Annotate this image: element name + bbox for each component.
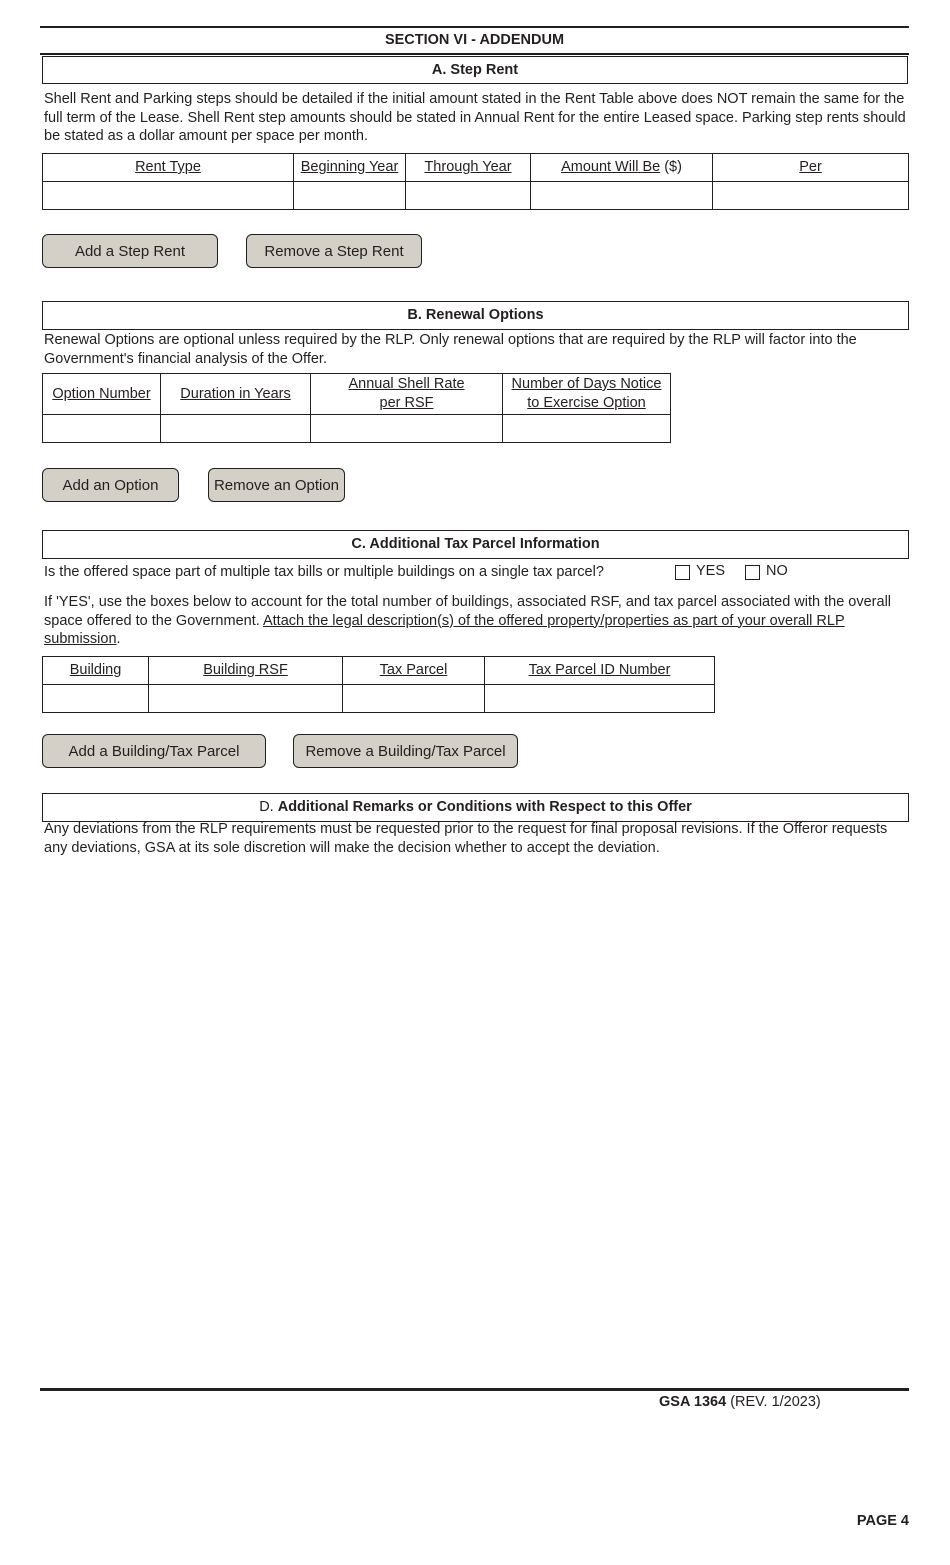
top-rule <box>40 26 909 28</box>
beginning-year-field[interactable] <box>294 182 406 210</box>
shell-rate-field[interactable] <box>311 415 503 443</box>
renewal-options-description: Renewal Options are optional unless required by the RLP. Only renewal options that are required by the RLP will factor into the Government's financial analysis of the Offer. <box>44 332 857 367</box>
tax-parcel-question: Is the offered space part of multiple tax bills or multiple buildings on a single tax parcel? <box>44 564 604 580</box>
add-building-tax-parcel-button[interactable]: Add a Building/Tax Parcel <box>42 734 266 768</box>
remove-building-tax-parcel-button[interactable]: Remove a Building/Tax Parcel <box>293 734 518 768</box>
footer-rule <box>40 1388 909 1391</box>
section-rule <box>40 53 909 55</box>
days-notice-field[interactable] <box>503 415 671 443</box>
form-number: GSA 1364 (REV. 1/2023) <box>659 1394 821 1410</box>
add-option-button[interactable]: Add an Option <box>42 468 179 502</box>
section-title: SECTION VI - ADDENDUM <box>384 32 565 48</box>
through-year-field[interactable] <box>406 182 531 210</box>
no-checkbox[interactable] <box>745 565 760 580</box>
building-field[interactable] <box>43 685 149 713</box>
option-number-header: Option Number <box>43 374 161 415</box>
page-number: PAGE 4 <box>856 1513 909 1529</box>
per-header: Per <box>713 154 909 182</box>
no-label: NO <box>766 563 788 579</box>
rent-type-header: Rent Type <box>43 154 294 182</box>
tax-parcel-title: C. Additional Tax Parcel Information <box>42 530 909 559</box>
remove-option-button[interactable]: Remove an Option <box>208 468 345 502</box>
amount-header: Amount Will Be ($) <box>531 154 713 182</box>
rent-type-field[interactable] <box>43 182 294 210</box>
tax-parcel-id-header: Tax Parcel ID Number <box>485 657 715 685</box>
tax-parcel-field[interactable] <box>343 685 485 713</box>
yes-checkbox[interactable] <box>675 565 690 580</box>
building-rsf-field[interactable] <box>149 685 343 713</box>
step-rent-description: Shell Rent and Parking steps should be detailed if the initial amount stated in the Rent Table above does NOT remain the same for the full term of the Lease. Shell Rent step amounts should be stated in Annual Rent for the entire Leased space. Parking step rents should be stated as a dollar amount per space per month. <box>44 91 906 144</box>
remove-step-rent-button[interactable]: Remove a Step Rent <box>246 234 422 268</box>
remarks-description: Any deviations from the RLP requirements must be requested prior to the request for final proposal revisions. If the Offeror requests any deviations, GSA at its sole discretion will make the decision whether to accept the deviation. <box>44 821 888 856</box>
tax-parcel-id-field[interactable] <box>485 685 715 713</box>
per-field[interactable] <box>713 182 909 210</box>
tax-parcel-instructions: If 'YES', use the boxes below to account for the total number of buildings, associated RSF, and tax parcel associated with the overall space offered to the Government. Attach the legal description(s) of the offered property/properties as part of your overall RLP submission. <box>44 594 892 647</box>
remarks-title: D. Additional Remarks or Conditions with Respect to this Offer <box>42 793 909 822</box>
tax-parcel-header: Tax Parcel <box>343 657 485 685</box>
renewal-options-table <box>42 373 671 443</box>
step-rent-title: A. Step Rent <box>42 56 908 84</box>
option-number-field[interactable] <box>43 415 161 443</box>
building-header: Building <box>43 657 149 685</box>
beginning-year-header: Beginning Year <box>294 154 406 182</box>
renewal-options-title: B. Renewal Options <box>42 301 909 330</box>
amount-field[interactable] <box>531 182 713 210</box>
duration-header: Duration in Years <box>161 374 311 415</box>
step-rent-table <box>42 153 909 210</box>
add-step-rent-button[interactable]: Add a Step Rent <box>42 234 218 268</box>
tax-parcel-table <box>42 656 715 713</box>
days-notice-header: Number of Days Notice to Exercise Option <box>503 374 671 415</box>
building-rsf-header: Building RSF <box>149 657 343 685</box>
through-year-header: Through Year <box>406 154 531 182</box>
shell-rate-header: Annual Shell Rate per RSF <box>311 374 503 415</box>
yes-label: YES <box>696 563 726 579</box>
duration-field[interactable] <box>161 415 311 443</box>
